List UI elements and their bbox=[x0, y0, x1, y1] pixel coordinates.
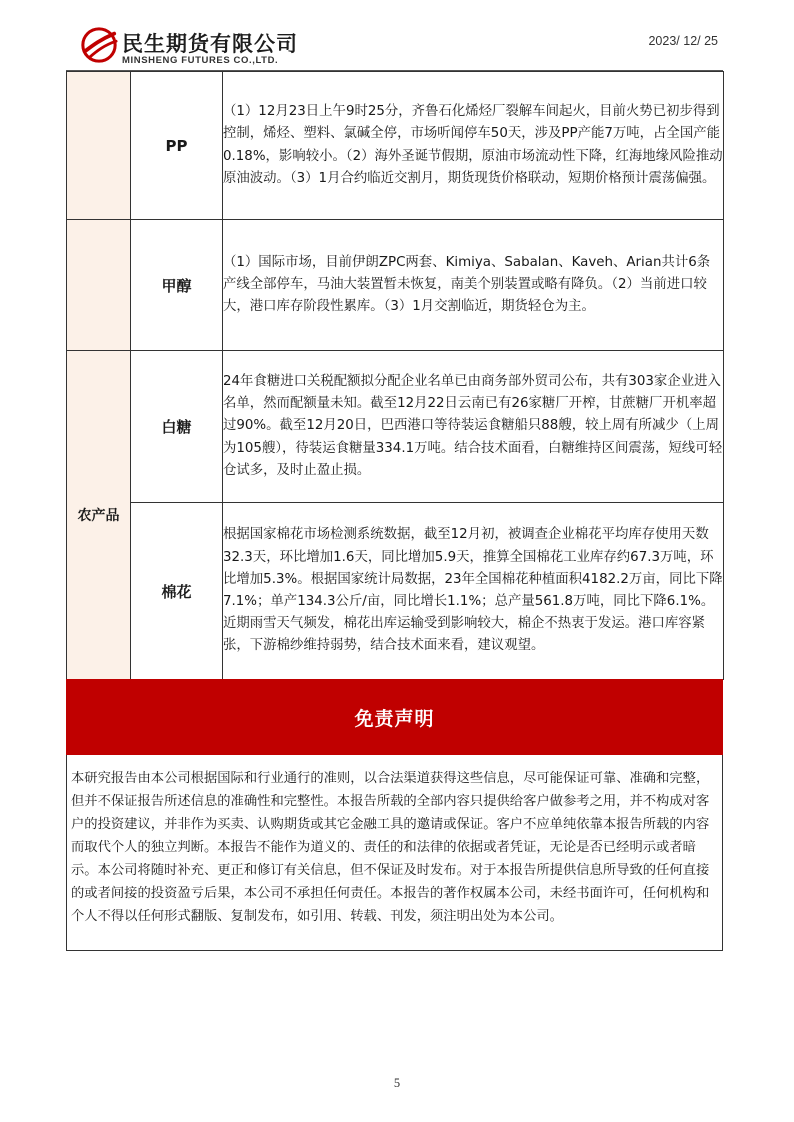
table-row-cotton bbox=[67, 503, 724, 680]
table-row-pp bbox=[67, 72, 724, 220]
commodity-analysis: 24年食糖进口关税配额拟分配企业名单已由商务部外贸司公布，共有303家企业进入名单，然而配额量未知。截至12月22日云南已有26家糖厂开榨，甘蔗糖厂开机率超过90%。截至12月20日，巴西港口等待装运食糖船只88艘，较上周有所减少（上周为105艘），待装运食糖量334.1万吨。结合技术面看，白糖维持区间震荡，短线可轻仓试多，及时止盈止损。 bbox=[223, 351, 724, 503]
commodity-analysis: （1）国际市场，目前伊朗ZPC两套、Kimiya、Sabalan、Kaveh、Arian共计6条产线全部停车，马油大装置暂未恢复，南美个别装置或略有降负。（2）当前进口较大，港口库存阶段性累库。（3）1月交割临近，期货轻仓为主。 bbox=[223, 220, 724, 351]
disclaimer-title: 免责声明 bbox=[354, 707, 435, 730]
page-number: 5 bbox=[393, 1076, 401, 1090]
table-row-methanol bbox=[67, 220, 724, 351]
disclaimer-box bbox=[66, 755, 723, 951]
commodity-name: 白糖 bbox=[131, 351, 223, 503]
disclaimer-header bbox=[66, 679, 723, 755]
commodity-name: 棉花 bbox=[131, 503, 223, 680]
company-name-cn: 民生期货有限公司 bbox=[122, 32, 298, 56]
commodity-analysis: （1）12月23日上午9时25分，齐鲁石化烯烃厂裂解车间起火，目前火势已初步得到控制，烯烃、塑料、氯碱全停，市场听闻停车50天，涉及PP产能7万吨，占全国产能0.18%，影响较小。（2）海外圣诞节假期，原油市场流动性下降，红海地缘风险推动原油波动。（3）1月合约临近交割月，期货现货价格联动，短期价格预计震荡偏强。 bbox=[223, 72, 724, 220]
commodity-analysis: 根据国家棉花市场检测系统数据，截至12月初，被调查企业棉花平均库存使用天数32.3天，环比增加1.6天，同比增加5.9天，推算全国棉花工业库存约67.3万吨，环比增加5.3%。根据国家统计局数据，23年全国棉花种植面积4182.2万亩，同比下降7.1%；单产134.3公斤/亩，同比增长1.1%；总产量561.8万吨，同比下降6.1%。近期雨雪天气频发，棉花出库运输受到影响较大，棉企不热衷于发运。港口库容紧张，下游棉纱维持弱势，结合技术面来看，建议观望。 bbox=[223, 503, 724, 680]
page-header bbox=[0, 0, 794, 72]
category-cell bbox=[67, 72, 131, 220]
company-logo-icon bbox=[80, 26, 118, 64]
category-agricultural: 农产品 bbox=[67, 351, 131, 680]
commodity-name: PP bbox=[131, 72, 223, 220]
disclaimer-text: 本研究报告由本公司根据国际和行业通行的准则，以合法渠道获得这些信息，尽可能保证可靠、准确和完整，但并不保证报告所述信息的准确性和完整性。本报告所载的全部内容只提供给客户做参考之用，并不构成对客户的投资建议，并非作为买卖、认购期货或其它金融工具的邀请或保证。客户不应单纯依靠本报告所载的内容而取代个人的独立判断。本报告不能作为道义的、责任的和法律的依据或者凭证，无论是否已经明示或者暗示。本公司将随时补充、更正和修订有关信息，但不保证及时发布。对于本报告所提供信息所导致的任何直接的或者间接的投资盈亏后果，本公司不承担任何责任。本报告的著作权属本公司，未经书面许可，任何机构和个人不得以任何形式翻版、复制发布，如引用、转载、刊发，须注明出处为本公司。 bbox=[71, 771, 710, 924]
category-cell bbox=[67, 220, 131, 351]
commodity-name: 甲醇 bbox=[131, 220, 223, 351]
commodity-table bbox=[66, 71, 724, 680]
company-name-en: MINSHENG FUTURES CO.,LTD. bbox=[122, 55, 279, 66]
report-date: 2023/ 12/ 25 bbox=[648, 34, 718, 48]
table-row-sugar bbox=[67, 351, 724, 503]
